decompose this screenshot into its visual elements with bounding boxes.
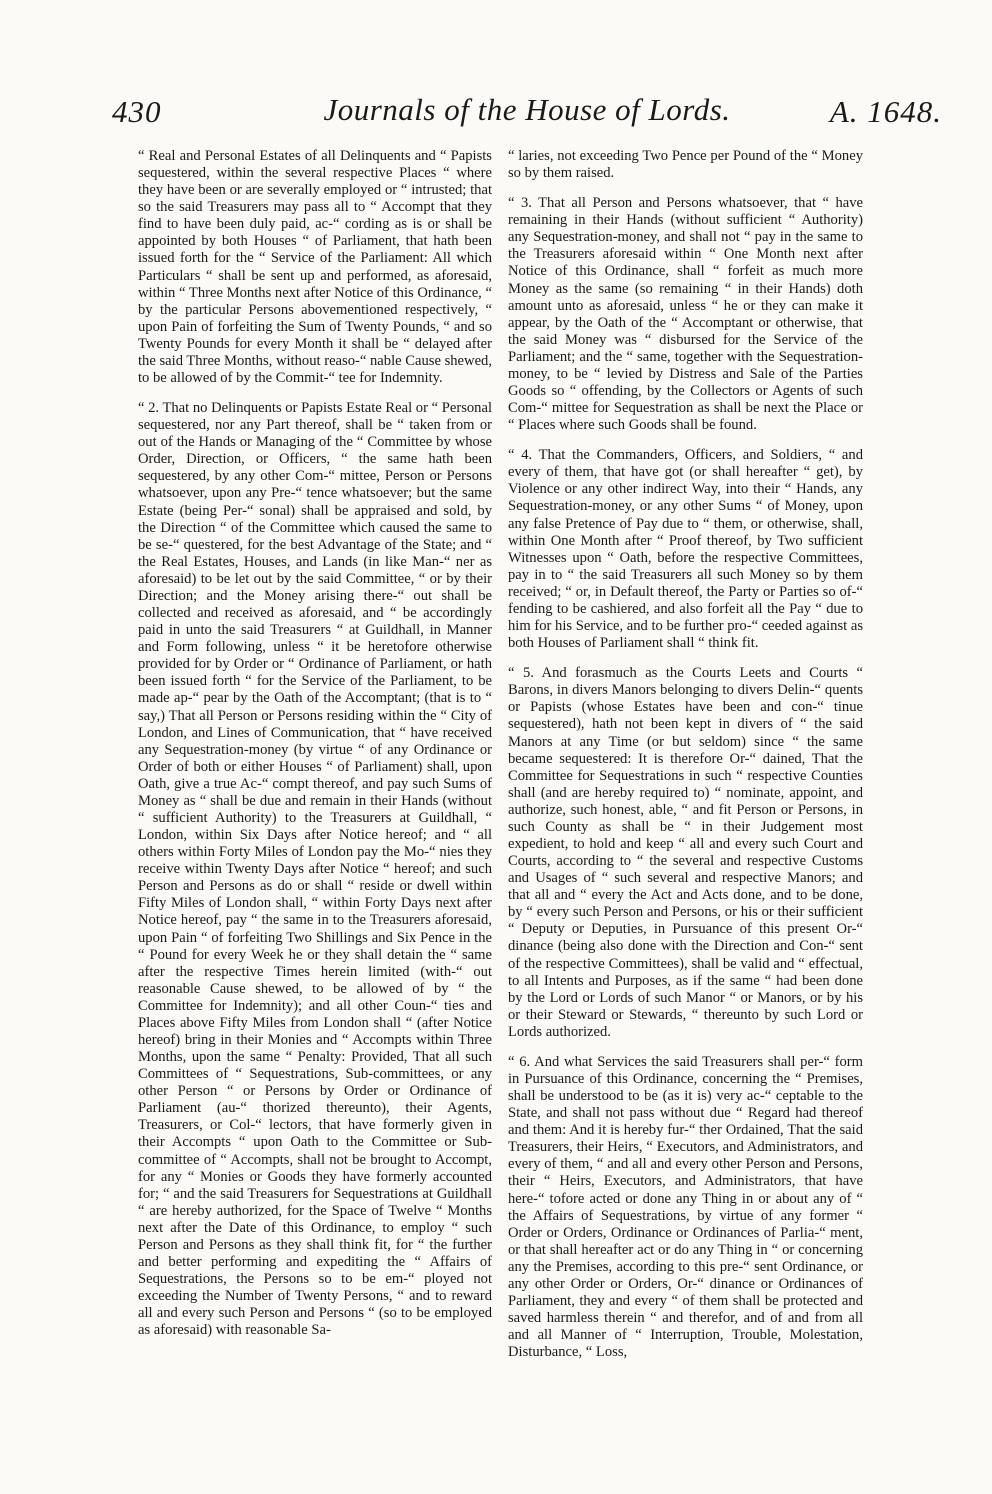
paragraph: “ 6. And what Services the said Treasurers shall per-“ form in Pursuance of this Ordinance, concerning the “ Premises, shall be understood to be (as it is) very ac-“ ceptable to the State, and shall not pass without due “ Regard had thereof and them: And it is hereby fur-“ ther Ordained, That the said Treasurers, their Heirs, “ Executors, and Administrators, and every of them, “ and all and every other Person and Persons, their “ Heirs, Executors, and Administrators, that have here-“ tofore acted or done any Thing in or about any of “ the Affairs of Sequestrations, by virtue of any former “ Order or Orders, Ordinance or Ordinances of Parlia-“ ment, or that shall hereafter act or do any Thing in “ or concerning any the Premises, according to this pre-“ sent Ordinance, or any other Order or Orders, Or-“ dinance or Ordinances of Parliament, they and every “ of them shall be protected and saved harmless therein “ and therefor, and of and from all and all Manner of “ Interruption, Trouble, Molestation, Disturbance, “ Loss, bbox=[508, 1053, 863, 1361]
paragraph: “ 2. That no Delinquents or Papists Estate Real or “ Personal sequestered, nor any Part thereof, shall be “ taken from or out of the Hands or Managing of the “ Committee by whose Order, Direction, or Officers, “ the same hath been sequestered, by any other Com-“ mittee, Person or Persons whatsoever, upon any Pre-“ tence whatsoever; but the same Estate (being Per-“ sonal) shall be appraised and sold, by the Direction “ of the Committee which caused the same to be se-“ questered, for the best Advantage of the State; and “ the Real Estates, Houses, and Lands (in like Man-“ ner as aforesaid) to be let out by the said Committee, “ or by their Direction; and the Money arising there-“ out shall be collected and received as aforesaid, and “ be accordingly paid in unto the said Treasurers “ at Guildhall, in Manner and Form following, unless “ it be heretofore otherwise provided for by Order or “ Ordinance of Parliament, or hath been issued forth “ for the Service of the Parliament, to be made ap-“ pear by the Oath of the Accomptant; (that is to “ say,) That all Person or Persons residing within the “ City of London, and Lines of Communication, that “ have received any Sequestration-money (by virtue “ of any Ordinance or Order of both or either Houses “ of Parliament) shall, upon Oath, give a true Ac-“ compt thereof, and pay such Sums of Money as “ shall be due and remain in their Hands (without “ sufficient Authority) to the Treasurers at Guildhall, “ London, within Six Days after Notice hereof; and “ all others within Forty Miles of London pay the Mo-“ nies they receive within Twenty Days after Notice “ hereof; and such Person and Persons as do or shall “ reside or dwell within Fifty Miles of London shall, “ within Forty Days next after Notice hereof, pay “ the same in to the Treasurers aforesaid, upon Pain “ of forfeiting Two Shillings and Six Pence in the “ Pound for every Week he or they shall detain the “ same after the respective Times herein limited (with-“ out reasonable Cause shewed, to be allowed of by “ the Committee for Indemnity); and all other Coun-“ ties and Places above Fifty Miles from London shall “ (after Notice hereof) bring in their Monies and “ Accompts within Three Months, upon the same “ Penalty: Provided, That all such Committees of “ Sequestrations, Sub-committees, or any other Person “ or Persons by Order or Ordinance of Parliament (au-“ thorized thereunto), their Agents, Treasurers, or Col-“ lectors, that have formerly given in their Accompts “ upon Oath to the Committee or Sub-committee of “ Accompts, shall not be brought to Accompt, for any “ Monies or Goods they have formerly accounted for; “ and the said Treasurers for Sequestrations at Guildhall “ are hereby authorized, for the Space of Twelve “ Months next after the Date of this Ordinance, to employ “ such Person and Persons as they shall think fit, for “ the further and better performing and expediting the “ Affairs of Sequestrations, the Persons so to be em-“ ployed not exceeding the Number of Twenty Persons, “ and to reward all and every such Person and Persons “ (so to be employed as aforesaid) with reasonable Sa- bbox=[138, 400, 492, 1339]
left-column bbox=[138, 148, 492, 1339]
running-title: Journals of the House of Lords. bbox=[323, 92, 731, 127]
right-column bbox=[508, 148, 863, 1361]
page-header bbox=[112, 92, 942, 136]
year-marker: A. 1648. bbox=[829, 94, 942, 129]
paragraph: “ Real and Personal Estates of all Delinquents and “ Papists sequestered, within the several respective Places “ where they have been or are severally employed or “ intrusted; that so the said Treasurers may pass all to “ Accompt that they find to have been duly paid, ac-“ cording as is or shall be appointed by both Houses “ of Parliament, that hath been issued forth for the “ Service of the Parliament: All which Particulars “ shall be sent up and performed, as aforesaid, within “ Three Months next after Notice of this Ordinance, “ by the particular Persons abovementioned respectively, “ upon Pain of forfeiting the Sum of Twenty Pounds, “ and so Twenty Pounds for every Month it shall be “ delayed after the said Three Months, without reaso-“ nable Cause shewed, to be allowed of by the Commit-“ tee for Indemnity. bbox=[138, 148, 492, 387]
paragraph: “ 4. That the Commanders, Officers, and Soldiers, “ and every of them, that have got (or shall hereafter “ get), by Violence or any other indirect Way, into their “ Hands, any Sequestration-money, or any other Sums “ of Money, upon any false Pretence of Pay due to “ them, or otherwise, shall, within One Month after “ Proof thereof, by Two sufficient Witnesses upon “ Oath, before the respective Committees, pay in to “ the said Treasurers all such Money so by them received; “ or, in Default thereof, the Party or Parties so of-“ fending to be cashiered, and also forfeit all the Pay “ due to him for his Service, and to be further pro-“ ceeded against as both Houses of Parliament shall “ think fit. bbox=[508, 447, 863, 652]
paragraph: “ 5. And forasmuch as the Courts Leets and Courts “ Barons, in divers Manors belonging to divers Delin-“ quents or Papists (whose Estates have been and con-“ tinue sequestered), hath not been kept in divers of “ the said Manors at any Time (or but seldom) since “ the same became sequestered: It is therefore Or-“ dained, That the Committee for Sequestrations in such “ respective Counties shall (and are hereby required to) “ nominate, appoint, and authorize, such honest, able, “ and fit Person or Persons, in such County as shall be “ in their Judgement most expedient, to hold and keep “ all and every such Court and Courts, according to “ the several and respective Customs and Usages of “ such several and respective Manors; and that all and “ every the Act and Acts done, and to be done, by “ every such Person and Persons, or his or their sufficient “ Deputy or Deputies, in Pursuance of this present Or-“ dinance (being also done with the Direction and Con-“ sent of the respective Committees), shall be valid and “ effectual, to all Intents and Purposes, as if the same “ had been done by the Lord or Lords of such Manor “ or Manors, or by his or their Steward or Stewards, “ thereunto by such Lord or Lords authorized. bbox=[508, 665, 863, 1040]
page-number: 430 bbox=[112, 94, 162, 129]
paragraph: “ 3. That all Person and Persons whatsoever, that “ have remaining in their Hands (without sufficient “ Authority) any Sequestration-money, and shall not “ pay in the same to the Treasurers aforesaid within “ One Month next after Notice of this Ordinance, shall “ forfeit as much more Money as the same (so remaining “ in their Hands) doth amount unto as aforesaid, unless “ he or they can make it appear, by the Oath of the “ Accomptant or otherwise, that the said Money was “ disbursed for the Service of the Parliament; and the “ same, together with the Sequestration-money, to be “ levied by Distress and Sale of the Parties Goods so “ offending, by the Collectors or Agents of such Com-“ mittee for Sequestration as shall be next the Place or “ Places where such Goods shall be found. bbox=[508, 195, 863, 434]
paragraph: “ laries, not exceeding Two Pence per Pound of the “ Money so by them raised. bbox=[508, 148, 863, 182]
